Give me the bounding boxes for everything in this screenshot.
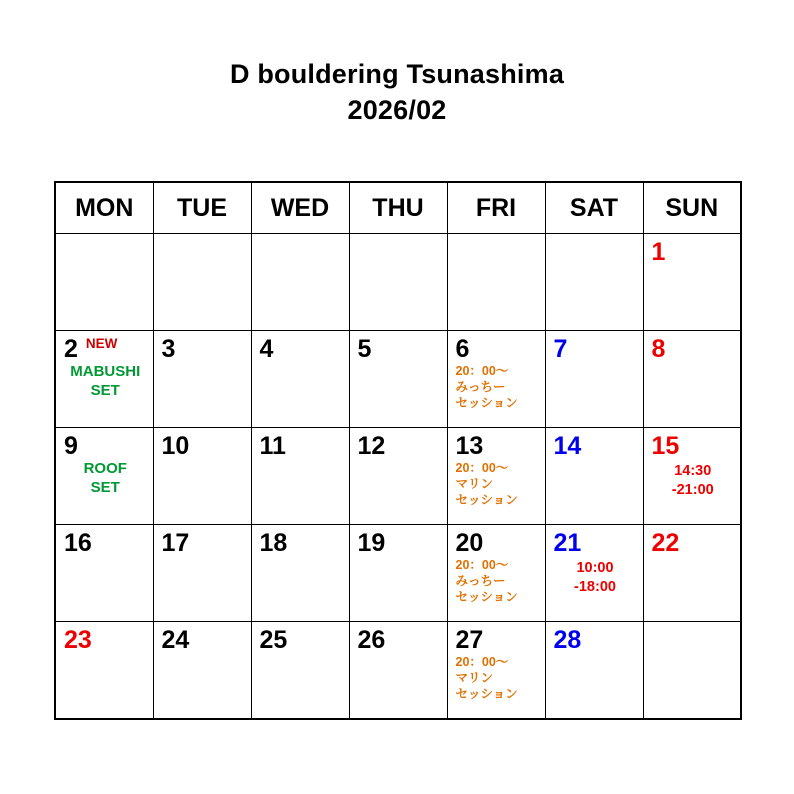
- calendar-day-cell[interactable]: [349, 331, 447, 428]
- session-note-line: マリン: [455, 477, 494, 492]
- day-cell-content: [252, 331, 349, 427]
- session-note-line: 20：00〜: [455, 655, 509, 670]
- set-note-line: SET: [90, 479, 120, 496]
- session-note: [456, 363, 539, 411]
- calendar-day-cell[interactable]: [55, 428, 153, 525]
- calendar-day-cell[interactable]: [447, 331, 545, 428]
- session-note: [456, 460, 539, 508]
- day-cell-content: [546, 428, 643, 524]
- calendar-day-cell[interactable]: [153, 525, 251, 622]
- calendar-cell-empty: [251, 234, 349, 331]
- calendar-week-row: [55, 428, 741, 525]
- calendar-day-cell[interactable]: [349, 428, 447, 525]
- calendar-body: [55, 234, 741, 720]
- day-number-row: [456, 433, 539, 459]
- day-number-row: [358, 336, 441, 362]
- day-number: 14: [553, 432, 582, 460]
- calendar-week-row: [55, 525, 741, 622]
- day-cell-content: [56, 428, 153, 524]
- day-cell-content: [252, 525, 349, 621]
- session-note-line: セッション: [455, 493, 518, 508]
- day-number: 25: [259, 626, 288, 654]
- set-note: [64, 460, 147, 498]
- calendar-week-row: [55, 622, 741, 720]
- day-cell-content: [252, 428, 349, 524]
- session-note-line: 20：00〜: [455, 558, 509, 573]
- hours-note-line: 14:30: [674, 463, 712, 480]
- day-cell-content: [448, 525, 545, 621]
- session-note-line: 20：00〜: [455, 364, 509, 379]
- day-number-row: [554, 530, 637, 556]
- month-calendar: [54, 181, 742, 720]
- day-number: 17: [161, 529, 190, 557]
- day-number-row: [456, 530, 539, 556]
- day-number: 7: [553, 335, 568, 363]
- day-number: 1: [651, 238, 666, 266]
- calendar-cell-empty: [447, 234, 545, 331]
- calendar-container: [54, 181, 742, 720]
- calendar-week-row: [55, 234, 741, 331]
- day-cell-content: [448, 234, 545, 330]
- day-cell-content: [154, 428, 251, 524]
- day-number: 2: [64, 335, 78, 363]
- day-number-row: [64, 627, 147, 653]
- calendar-day-cell[interactable]: [643, 331, 741, 428]
- day-number-row: [358, 530, 441, 556]
- day-cell-content: [448, 428, 545, 524]
- day-cell-content: [644, 622, 741, 718]
- day-number: 6: [455, 335, 470, 363]
- day-cell-content: [252, 234, 349, 330]
- calendar-day-cell[interactable]: [643, 525, 741, 622]
- day-cell-content: [56, 622, 153, 718]
- day-cell-content: [644, 234, 741, 330]
- hours-note-line: 10:00: [576, 560, 614, 577]
- calendar-day-cell[interactable]: [349, 622, 447, 720]
- session-note-line: マリン: [455, 671, 494, 686]
- page-title: [0, 0, 794, 129]
- session-note: [456, 557, 539, 605]
- weekday-header-thu: THU: [349, 182, 447, 234]
- hours-note-line: -18:00: [574, 579, 616, 596]
- session-note-line: 20：00〜: [455, 461, 509, 476]
- calendar-day-cell[interactable]: [643, 428, 741, 525]
- gym-name: D bouldering Tsunashima: [229, 59, 565, 89]
- day-cell-content: [546, 525, 643, 621]
- day-number-row: [162, 433, 245, 459]
- day-number: 15: [651, 432, 680, 460]
- day-number-row: [162, 530, 245, 556]
- weekday-header-sat: SAT: [545, 182, 643, 234]
- calendar-day-cell[interactable]: [153, 331, 251, 428]
- day-cell-content: [350, 428, 447, 524]
- calendar-day-cell[interactable]: [349, 525, 447, 622]
- calendar-day-cell[interactable]: [447, 525, 545, 622]
- day-cell-content: [546, 331, 643, 427]
- calendar-day-cell[interactable]: [545, 622, 643, 720]
- weekday-header-sun: SUN: [643, 182, 741, 234]
- day-number: 16: [64, 529, 92, 557]
- day-number: 3: [161, 335, 176, 363]
- day-number-row: [260, 336, 343, 362]
- calendar-cell-empty: [643, 622, 741, 720]
- session-note-line: みっちー: [455, 574, 506, 589]
- day-cell-content: [448, 622, 545, 718]
- calendar-day-cell[interactable]: [153, 622, 251, 720]
- weekday-header-wed: WED: [251, 182, 349, 234]
- calendar-day-cell[interactable]: [55, 525, 153, 622]
- day-cell-content: [56, 525, 153, 621]
- day-number: 19: [357, 529, 386, 557]
- day-number: 12: [357, 432, 386, 460]
- day-number-row: [64, 433, 147, 459]
- day-number: 20: [455, 529, 484, 557]
- day-number-row: [652, 239, 735, 265]
- calendar-week-row: [55, 331, 741, 428]
- day-number-row: [260, 433, 343, 459]
- session-note-line: セッション: [455, 687, 518, 702]
- hours-note: [652, 462, 735, 500]
- day-number: 18: [259, 529, 288, 557]
- calendar-day-cell[interactable]: [545, 428, 643, 525]
- day-number: 10: [161, 432, 190, 460]
- hours-note: [554, 559, 637, 597]
- day-number-row: [358, 433, 441, 459]
- calendar-day-cell[interactable]: [545, 525, 643, 622]
- session-note-line: みっちー: [455, 380, 506, 395]
- day-number: 5: [357, 335, 372, 363]
- session-note-line: セッション: [455, 396, 518, 411]
- calendar-day-cell[interactable]: [251, 622, 349, 720]
- hours-note-line: -21:00: [671, 482, 714, 499]
- day-number-row: [162, 336, 245, 362]
- weekday-header-mon: MON: [55, 182, 153, 234]
- day-number: 4: [259, 335, 274, 363]
- calendar-day-cell[interactable]: [251, 525, 349, 622]
- day-number: 26: [357, 626, 386, 654]
- calendar-day-cell[interactable]: [447, 622, 545, 720]
- day-number-row: [260, 530, 343, 556]
- day-number-row: [64, 530, 147, 556]
- weekday-header-fri: FRI: [447, 182, 545, 234]
- calendar-day-cell[interactable]: [447, 428, 545, 525]
- calendar-day-cell[interactable]: [545, 331, 643, 428]
- day-number-row: [456, 336, 539, 362]
- day-cell-content: [448, 331, 545, 427]
- calendar-day-cell[interactable]: [55, 331, 153, 428]
- calendar-cell-empty: [349, 234, 447, 331]
- day-number: 27: [455, 626, 484, 654]
- day-number: 8: [651, 335, 666, 363]
- new-set-badge: NEW: [85, 336, 118, 351]
- day-cell-content: [546, 234, 643, 330]
- day-number: 23: [64, 626, 92, 654]
- day-cell-content: [546, 622, 643, 718]
- set-note: [64, 363, 147, 401]
- day-cell-content: [154, 525, 251, 621]
- day-cell-content: [154, 234, 251, 330]
- day-number-row: [652, 433, 735, 459]
- day-number-row: [554, 433, 637, 459]
- day-cell-content: [56, 331, 153, 427]
- day-number-row: [554, 336, 637, 362]
- day-cell-content: [154, 331, 251, 427]
- set-note-line: MABUSHI: [70, 363, 141, 381]
- day-number-row: [358, 627, 441, 653]
- calendar-cell-empty: [55, 234, 153, 331]
- day-number-row: [64, 336, 147, 362]
- day-number-row: [162, 627, 245, 653]
- day-cell-content: [154, 622, 251, 718]
- day-cell-content: [252, 622, 349, 718]
- day-number: 13: [455, 432, 484, 460]
- calendar-day-cell[interactable]: [251, 331, 349, 428]
- calendar-cell-empty: [153, 234, 251, 331]
- session-note-line: セッション: [455, 590, 518, 605]
- day-number-row: [260, 627, 343, 653]
- day-number-row: [652, 336, 735, 362]
- calendar-day-cell[interactable]: [251, 428, 349, 525]
- day-cell-content: [644, 525, 741, 621]
- calendar-cell-empty: [545, 234, 643, 331]
- day-number-row: [456, 627, 539, 653]
- day-number: 21: [553, 529, 582, 557]
- weekday-header-tue: TUE: [153, 182, 251, 234]
- calendar-day-cell[interactable]: [153, 428, 251, 525]
- calendar-day-cell[interactable]: [55, 622, 153, 720]
- day-cell-content: [644, 428, 741, 524]
- set-note-line: SET: [90, 382, 120, 399]
- day-number: 24: [161, 626, 190, 654]
- day-cell-content: [350, 622, 447, 718]
- day-number-row: [652, 530, 735, 556]
- calendar-day-cell[interactable]: [643, 234, 741, 331]
- day-number: 9: [64, 432, 78, 460]
- day-cell-content: [350, 234, 447, 330]
- day-number: 28: [553, 626, 582, 654]
- day-cell-content: [350, 331, 447, 427]
- day-cell-content: [56, 234, 153, 330]
- session-note: [456, 654, 539, 702]
- day-number-row: [554, 627, 637, 653]
- calendar-period: 2026/02: [347, 95, 447, 126]
- set-note-line: ROOF: [83, 460, 127, 478]
- day-number: 11: [259, 432, 286, 460]
- day-number: 22: [651, 529, 680, 557]
- day-cell-content: [350, 525, 447, 621]
- weekday-header-row: [55, 182, 741, 234]
- day-cell-content: [644, 331, 741, 427]
